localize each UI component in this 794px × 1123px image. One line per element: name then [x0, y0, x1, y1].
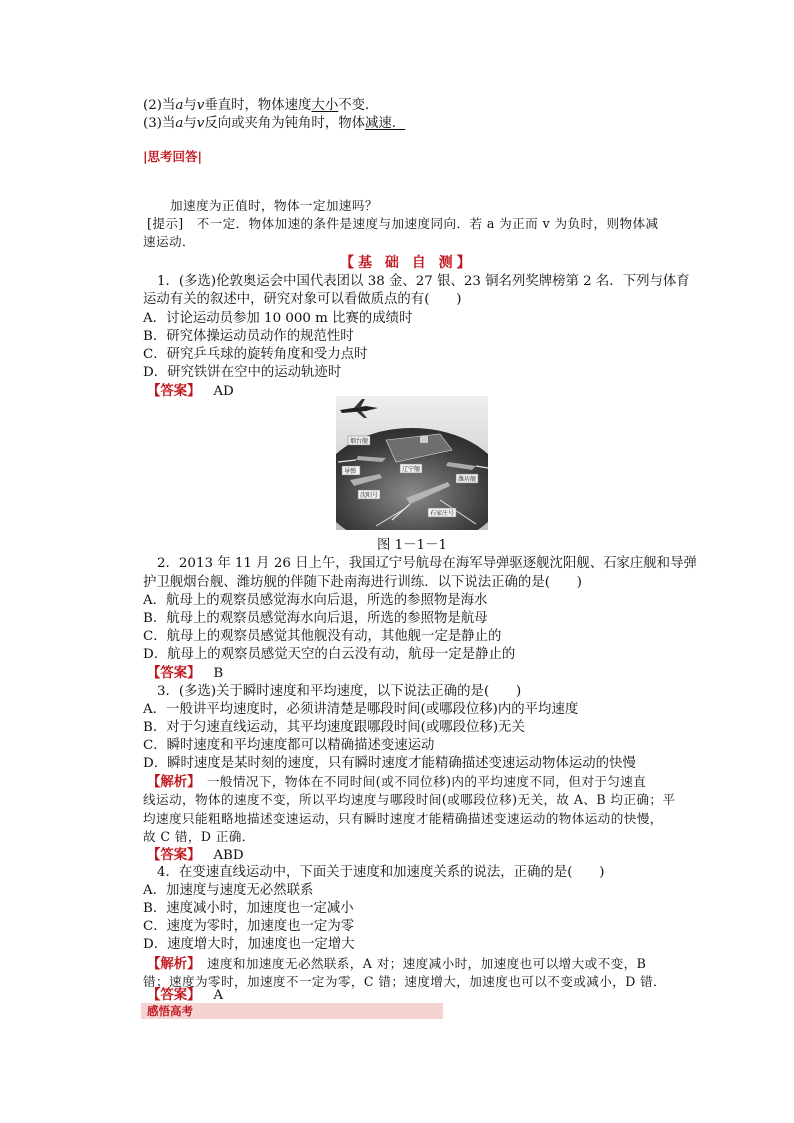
text: (2)当	[143, 98, 176, 113]
intro-line-3	[143, 115, 405, 133]
answer-value: AD	[213, 384, 234, 399]
q3-analysis-1	[147, 773, 646, 791]
q4-analysis-1	[147, 955, 646, 973]
q1-option-b: B．研究体操运动员动作的规范性时	[143, 329, 354, 344]
answer-value: B	[213, 666, 224, 681]
q4-option-a: A．加速度与速度无必然联系	[143, 883, 314, 898]
answer-label: 【答案】	[147, 987, 201, 1003]
q3-analysis-2: 线运动，物体的速度不变，所以平均速度与哪段时间(或哪段位移)无关，故 A、B 均正确；平	[143, 792, 676, 807]
q3-answer	[147, 846, 244, 865]
analysis-label: 【解析】	[147, 774, 194, 790]
q3-option-d: D．瞬时速度是某时刻的速度，只有瞬时速度才能精确描述变速运动物体运动的快慢	[143, 756, 636, 771]
text: 反向或夹角为钝角时，物体	[204, 116, 365, 131]
think-hint-2: 速运动．	[143, 234, 195, 249]
answer-label: 【答案】	[147, 383, 201, 399]
label-weifang: 潍坊舰	[458, 476, 477, 483]
q3-analysis-4: 故 C 错，D 正确．	[143, 829, 255, 844]
var-a: a	[175, 116, 184, 131]
intro-line-2	[143, 97, 378, 115]
q1-option-a: A．讨论运动员参加 10 000 m 比赛的成绩时	[143, 311, 413, 326]
q2-line-2: 护卫舰烟台舰、潍坊舰的伴随下赴南海进行训练．以下说法正确的是( )	[143, 575, 582, 590]
var-v: v	[196, 98, 205, 113]
label-shenyang: 沈阳号	[360, 492, 379, 499]
q4-analysis-2: 错；速度为零时，加速度不一定为零，C 错；速度增大，加速度也可以不变或减小，D 错．	[143, 974, 667, 989]
q4-option-c: C．速度为零时，加速度也一定为零	[143, 919, 355, 934]
text: 不变．	[338, 98, 379, 113]
q3-analysis-3: 均速度只能粗略地描述变速运动，只有瞬时速度才能精确描述变速运动的物体运动的快慢，	[143, 811, 663, 826]
q4-option-b: B．速度减小时，加速度也一定减小	[143, 901, 354, 916]
q2-answer	[147, 664, 223, 683]
section-bar-label: 感悟高考	[147, 1004, 193, 1018]
label-shijiazhuang: 石家庄号	[430, 510, 455, 517]
q1-option-d: D．研究铁饼在空中的运动轨迹时	[143, 365, 342, 380]
section-bar	[141, 1003, 443, 1019]
answer-label: 【答案】	[147, 665, 201, 681]
text: (3)当	[143, 116, 176, 131]
label-liaoning: 辽宁舰	[402, 466, 421, 473]
analysis-text: 速度和加速度无必然联系，A 对；速度减小时，加速度也可以增大或不变，B	[193, 956, 647, 971]
q2-option-a: A．航母上的观察员感觉海水向后退，所选的参照物是海水	[143, 593, 488, 608]
analysis-label: 【解析】	[147, 956, 194, 972]
label-yantai: 烟台舰	[350, 438, 369, 445]
q4-line-1: 4．在变速直线运动中，下面关于速度和加速度关系的说法，正确的是( )	[157, 865, 605, 880]
label-missile: 导弹	[344, 468, 357, 475]
q1-answer	[147, 382, 234, 401]
answer-label: 【答案】	[147, 847, 201, 863]
text: 垂直时，物体速度	[204, 98, 312, 113]
figure-caption: 图 1－1－1	[377, 538, 447, 553]
think-hint-1: [提示] 不一定．物体加速的条件是速度与加速度同向．若 a 为正而 v 为负时，则物体减	[147, 216, 659, 231]
answer-value: ABD	[213, 848, 244, 863]
q3-line-1: 3．(多选)关于瞬时速度和平均速度，以下说法正确的是( )	[157, 684, 522, 699]
answer-value: A	[213, 988, 224, 1003]
q3-option-b: B．对于匀速直线运动，其平均速度跟哪段时间(或哪段位移)无关	[143, 720, 525, 735]
text: 与	[183, 116, 197, 131]
q1-line-2: 运动有关的叙述中，研究对象可以看做质点的有( )	[143, 292, 462, 307]
analysis-text: 一般情况下，物体在不同时间(或不同位移)内的平均速度不同，但对于匀速直	[193, 774, 647, 789]
underlined-text: 大小	[311, 98, 339, 113]
var-a: a	[175, 98, 184, 113]
q2-option-c: C．航母上的观察员感觉其他舰没有动，其他舰一定是静止的	[143, 629, 502, 644]
q3-option-a: A．一般讲平均速度时，必须讲清楚是哪段时间(或哪段位移)内的平均速度	[143, 702, 579, 717]
q2-line-1: 2．2013 年 11 月 26 日上午，我国辽宁号航母在海军导弹驱逐舰沈阳舰、石家庄舰和导弹	[157, 556, 697, 571]
think-heading: |思考回答|	[143, 149, 203, 164]
q1-option-c: C．研究乒乓球的旋转角度和受力点时	[143, 347, 368, 362]
q2-option-d: D．航母上的观察员感觉天空的白云没有动，航母一定是静止的	[143, 647, 516, 662]
think-question: 加速度为正值时，物体一定加速吗？	[170, 198, 378, 213]
q2-option-b: B．航母上的观察员感觉海水向后退，所选的参照物是航母	[143, 611, 488, 626]
q3-option-c: C．瞬时速度和平均速度都可以精确描述变速运动	[143, 738, 435, 753]
underlined-text: 减速．	[365, 116, 406, 131]
section-title: 【基 础 自 测】	[340, 255, 475, 271]
q1-line-1: 1．(多选)伦敦奥运会中国代表团以 38 金、27 银、23 铜名列奖牌榜第 2 名．下列与体育	[157, 274, 690, 289]
text: 与	[183, 98, 197, 113]
var-v: v	[196, 116, 205, 131]
aircraft-carrier-figure	[336, 396, 488, 530]
q4-option-d: D．速度增大时，加速度也一定增大	[143, 937, 355, 952]
carrier-fleet-image	[336, 396, 488, 530]
